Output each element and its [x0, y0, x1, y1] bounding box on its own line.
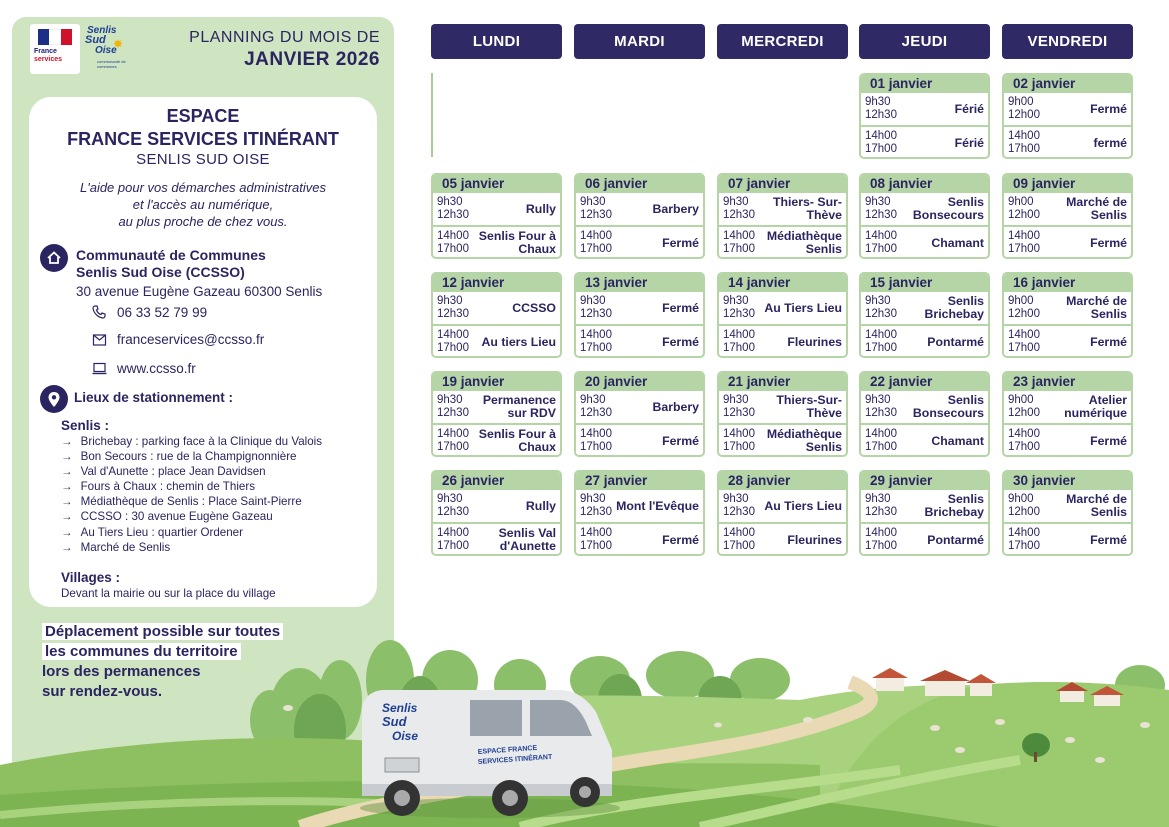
parking-list [61, 434, 322, 555]
day-card [574, 371, 705, 457]
slot-times: 14h00 17h00 [865, 527, 897, 552]
day-date: 08 janvier [861, 175, 988, 193]
afternoon-slot [1004, 324, 1131, 356]
slot-location: Fermé [1090, 334, 1127, 349]
list-item: → Val d'Aunette : place Jean Davidsen [61, 464, 322, 479]
morning-slot [1004, 193, 1131, 225]
day-card [717, 173, 848, 259]
slot-times: 9h30 12h30 [723, 196, 755, 221]
morning-slot [433, 391, 560, 423]
svg-text:Oise: Oise [392, 729, 419, 743]
afternoon-slot [1004, 522, 1131, 554]
slot-location: Marché de Senlis [1066, 195, 1127, 222]
day-date: 21 janvier [719, 373, 846, 391]
card-title: ESPACE FRANCE SERVICES ITINÉRANT [67, 106, 339, 149]
morning-slot [576, 391, 703, 423]
slot-times: 14h00 17h00 [865, 230, 897, 255]
van-illustration [360, 690, 620, 818]
senlis-label: Senlis : [61, 418, 110, 433]
info-card [29, 97, 377, 607]
header-mardi: MARDI [574, 24, 705, 59]
day-card [859, 470, 990, 556]
morning-slot [576, 490, 703, 522]
svg-text:Senlis: Senlis [382, 701, 418, 715]
afternoon-slot [1004, 225, 1131, 257]
slot-times: 9h30 12h30 [865, 394, 897, 419]
slot-times: 14h00 17h00 [1008, 130, 1040, 155]
slot-times: 14h00 17h00 [437, 329, 469, 354]
slot-location: Senlis Val d'Aunette [498, 526, 556, 553]
day-card [859, 73, 990, 159]
afternoon-slot [576, 225, 703, 257]
svg-text:Sud: Sud [382, 714, 407, 729]
afternoon-slot [861, 324, 988, 356]
morning-slot [576, 193, 703, 225]
slot-times: 14h00 17h00 [723, 428, 755, 453]
day-date: 16 janvier [1004, 274, 1131, 292]
slot-times: 14h00 17h00 [865, 329, 897, 354]
day-card [574, 470, 705, 556]
slot-location: Atelier numérique [1064, 393, 1127, 420]
slot-location: Fermé [1090, 433, 1127, 448]
morning-slot [861, 193, 988, 225]
day-date: 07 janvier [719, 175, 846, 193]
afternoon-slot [861, 225, 988, 257]
slot-location: Rully [525, 498, 556, 513]
slot-times: 9h30 12h30 [865, 493, 897, 518]
slot-location: Fermé [1090, 101, 1127, 116]
slot-location: Senlis Brichebay [924, 294, 984, 321]
slot-times: 9h30 12h30 [723, 295, 755, 320]
day-card [1002, 73, 1133, 159]
day-date: 12 janvier [433, 274, 560, 292]
slot-times: 9h00 12h00 [1008, 493, 1040, 518]
slot-location: Thiers-Sur-Thève [776, 393, 842, 420]
afternoon-slot [719, 225, 846, 257]
afternoon-slot [576, 423, 703, 455]
slot-location: Senlis Bonsecours [912, 393, 984, 420]
slot-times: 9h00 12h00 [1008, 196, 1040, 221]
slot-times: 9h30 12h30 [865, 96, 897, 121]
slot-times: 14h00 17h00 [1008, 329, 1040, 354]
day-date: 13 janvier [576, 274, 703, 292]
slot-times: 14h00 17h00 [580, 230, 612, 255]
slot-times: 9h30 12h30 [437, 394, 469, 419]
slot-times: 14h00 17h00 [580, 329, 612, 354]
slot-location: Fermé [662, 235, 699, 250]
day-date: 23 janvier [1004, 373, 1131, 391]
slot-times: 14h00 17h00 [580, 428, 612, 453]
slot-times: 9h30 12h30 [580, 493, 612, 518]
phone-number: 06 33 52 79 99 [117, 304, 208, 320]
slot-times: 9h30 12h30 [437, 196, 469, 221]
community-address: Communauté de Communes Senlis Sud Oise (CCSSO) 30 avenue Eugène Gazeau 60300 Senlis [76, 247, 323, 299]
day-date: 20 janvier [576, 373, 703, 391]
slot-times: 9h30 12h30 [723, 493, 755, 518]
morning-slot [719, 391, 846, 423]
slot-location: Au Tiers Lieu [764, 498, 842, 513]
slot-location: Senlis Bonsecours [912, 195, 984, 222]
slot-times: 14h00 17h00 [580, 527, 612, 552]
slot-times: 14h00 17h00 [723, 230, 755, 255]
slot-location: Senlis Four à Chaux [478, 229, 556, 256]
planning-title: PLANNING DU MOIS DE JANVIER 2026 [189, 29, 380, 70]
empty-week-divider [431, 73, 433, 157]
day-card [431, 272, 562, 358]
phone-contact[interactable] [91, 304, 207, 320]
afternoon-slot [433, 324, 560, 356]
day-card [431, 371, 562, 457]
slot-location: Fermé [1090, 235, 1127, 250]
slot-location: Senlis Brichebay [924, 492, 984, 519]
slot-location: Thiers- Sur-Thève [772, 195, 842, 222]
slot-times: 9h30 12h30 [580, 295, 612, 320]
header-vendredi: VENDREDI [1002, 24, 1133, 59]
list-item: → Au Tiers Lieu : quartier Ordener [61, 525, 322, 540]
day-date: 09 janvier [1004, 175, 1131, 193]
day-date: 14 janvier [719, 274, 846, 292]
day-card [717, 371, 848, 457]
slot-location: Permanence sur RDV [482, 393, 556, 420]
morning-slot [861, 93, 988, 125]
afternoon-slot [719, 522, 846, 554]
list-item: → Marché de Senlis [61, 540, 322, 555]
slot-times: 14h00 17h00 [1008, 230, 1040, 255]
day-card [859, 272, 990, 358]
slot-times: 9h30 12h30 [865, 196, 897, 221]
home-icon [40, 244, 68, 272]
day-card [1002, 371, 1133, 457]
day-date: 06 janvier [576, 175, 703, 193]
day-date: 30 janvier [1004, 472, 1131, 490]
day-card [717, 272, 848, 358]
card-subtitle: SENLIS SUD OISE [136, 151, 270, 168]
travel-notice: Déplacement possible sur toutes les communes du territoire lors des permanences sur rendez-vous. [42, 622, 283, 702]
morning-slot [861, 490, 988, 522]
morning-slot [719, 193, 846, 225]
list-item: → Bon Secours : rue de la Champignonnière [61, 449, 322, 464]
card-tagline: L'aide pour vos démarches administratives et l'accès au numérique, au plus proche de chez vous. [80, 180, 326, 229]
morning-slot [1004, 490, 1131, 522]
day-card [1002, 173, 1133, 259]
villages-text: Devant la mairie ou sur la place du village [61, 587, 276, 600]
day-card [1002, 272, 1133, 358]
slot-times: 14h00 17h00 [1008, 428, 1040, 453]
morning-slot [861, 391, 988, 423]
list-item: → CCSSO : 30 avenue Eugène Gazeau [61, 509, 322, 524]
afternoon-slot [861, 125, 988, 157]
day-date: 26 janvier [433, 472, 560, 490]
email-contact[interactable] [91, 331, 264, 347]
slot-location: Barbery [652, 201, 699, 216]
senlis-sud-oise-logo: Senlis Sud Oise ✸ communauté de communes [85, 25, 126, 69]
slot-location: Fermé [662, 300, 699, 315]
slot-location: CCSSO [512, 300, 556, 315]
day-card [574, 173, 705, 259]
day-date: 15 janvier [861, 274, 988, 292]
slot-location: Rully [525, 201, 556, 216]
slot-location: Fleurines [787, 334, 842, 349]
day-card [431, 173, 562, 259]
morning-slot [576, 292, 703, 324]
slot-times: 9h00 12h00 [1008, 394, 1040, 419]
morning-slot [861, 292, 988, 324]
slot-times: 14h00 17h00 [865, 130, 897, 155]
afternoon-slot [576, 522, 703, 554]
svg-text:ESPACE FRANCE: ESPACE FRANCE [477, 744, 538, 756]
slot-location: Fermé [662, 334, 699, 349]
day-date: 05 janvier [433, 175, 560, 193]
morning-slot [433, 193, 560, 225]
slot-times: 9h30 12h30 [580, 196, 612, 221]
slot-times: 14h00 17h00 [437, 230, 469, 255]
french-flag-icon [38, 29, 72, 45]
day-card [717, 470, 848, 556]
slot-location: Mont l'Evêque [616, 498, 699, 513]
day-card [859, 371, 990, 457]
afternoon-slot [861, 423, 988, 455]
day-date: 02 janvier [1004, 75, 1131, 93]
slot-location: Senlis Four à Chaux [478, 427, 556, 454]
slot-location: Férié [954, 101, 984, 116]
email-address: franceservices@ccsso.fr [117, 331, 265, 347]
location-pin-icon [40, 385, 68, 413]
slot-location: Médiathèque Senlis [766, 229, 842, 256]
afternoon-slot [433, 225, 560, 257]
afternoon-slot [1004, 125, 1131, 157]
day-date: 29 janvier [861, 472, 988, 490]
afternoon-slot [433, 522, 560, 554]
slot-location: Médiathèque Senlis [766, 427, 842, 454]
parking-title: Lieux de stationnement : [74, 390, 234, 405]
slot-location: Barbery [652, 399, 699, 414]
slot-times: 9h30 12h30 [437, 493, 469, 518]
list-item: → Brichebay : parking face à la Clinique du Valois [61, 434, 322, 449]
slot-location: Marché de Senlis [1066, 492, 1127, 519]
day-card [859, 173, 990, 259]
afternoon-slot [576, 324, 703, 356]
web-contact[interactable] [91, 360, 196, 376]
slot-times: 9h00 12h00 [1008, 295, 1040, 320]
slot-location: Fermé [1090, 532, 1127, 547]
svg-text:SERVICES ITINÉRANT: SERVICES ITINÉRANT [477, 753, 553, 766]
slot-location: Fermé [662, 532, 699, 547]
afternoon-slot [433, 423, 560, 455]
header-mercredi: MERCREDI [717, 24, 848, 59]
list-item: → Fours à Chaux : chemin de Thiers [61, 479, 322, 494]
day-card [574, 272, 705, 358]
afternoon-slot [719, 324, 846, 356]
phone-icon [91, 304, 107, 320]
afternoon-slot [719, 423, 846, 455]
slot-location: Chamant [931, 433, 984, 448]
list-item: → Médiathèque de Senlis : Place Saint-Pierre [61, 494, 322, 509]
afternoon-slot [1004, 423, 1131, 455]
laptop-icon [91, 360, 107, 376]
slot-times: 9h30 12h30 [723, 394, 755, 419]
day-card [431, 470, 562, 556]
villages-label: Villages : [61, 570, 121, 585]
day-date: 28 janvier [719, 472, 846, 490]
slot-location: Pontarmé [927, 532, 984, 547]
slot-location: fermé [1093, 135, 1127, 150]
slot-location: Au Tiers Lieu [764, 300, 842, 315]
slot-location: Au tiers Lieu [481, 334, 556, 349]
slot-times: 9h30 12h30 [437, 295, 469, 320]
morning-slot [719, 292, 846, 324]
website: www.ccsso.fr [117, 360, 196, 376]
morning-slot [1004, 391, 1131, 423]
morning-slot [1004, 292, 1131, 324]
star-icon: ✸ [113, 37, 124, 51]
day-date: 01 janvier [861, 75, 988, 93]
header-jeudi: JEUDI [859, 24, 990, 59]
header-lundi: LUNDI [431, 24, 562, 59]
slot-times: 9h30 12h30 [865, 295, 897, 320]
day-date: 19 janvier [433, 373, 560, 391]
slot-times: 14h00 17h00 [865, 428, 897, 453]
email-icon [91, 331, 107, 347]
afternoon-slot [861, 522, 988, 554]
slot-location: Pontarmé [927, 334, 984, 349]
slot-times: 9h30 12h30 [580, 394, 612, 419]
slot-times: 14h00 17h00 [1008, 527, 1040, 552]
slot-times: 14h00 17h00 [437, 527, 469, 552]
slot-times: 14h00 17h00 [723, 527, 755, 552]
slot-location: Férié [954, 135, 984, 150]
morning-slot [433, 490, 560, 522]
slot-times: 14h00 17h00 [723, 329, 755, 354]
morning-slot [1004, 93, 1131, 125]
day-date: 22 janvier [861, 373, 988, 391]
slot-location: Fermé [662, 433, 699, 448]
slot-location: Marché de Senlis [1066, 294, 1127, 321]
slot-location: Chamant [931, 235, 984, 250]
france-services-logo: France services [30, 24, 80, 74]
morning-slot [433, 292, 560, 324]
day-date: 27 janvier [576, 472, 703, 490]
morning-slot [719, 490, 846, 522]
slot-location: Fleurines [787, 532, 842, 547]
slot-times: 9h00 12h00 [1008, 96, 1040, 121]
day-card [1002, 470, 1133, 556]
slot-times: 14h00 17h00 [437, 428, 469, 453]
